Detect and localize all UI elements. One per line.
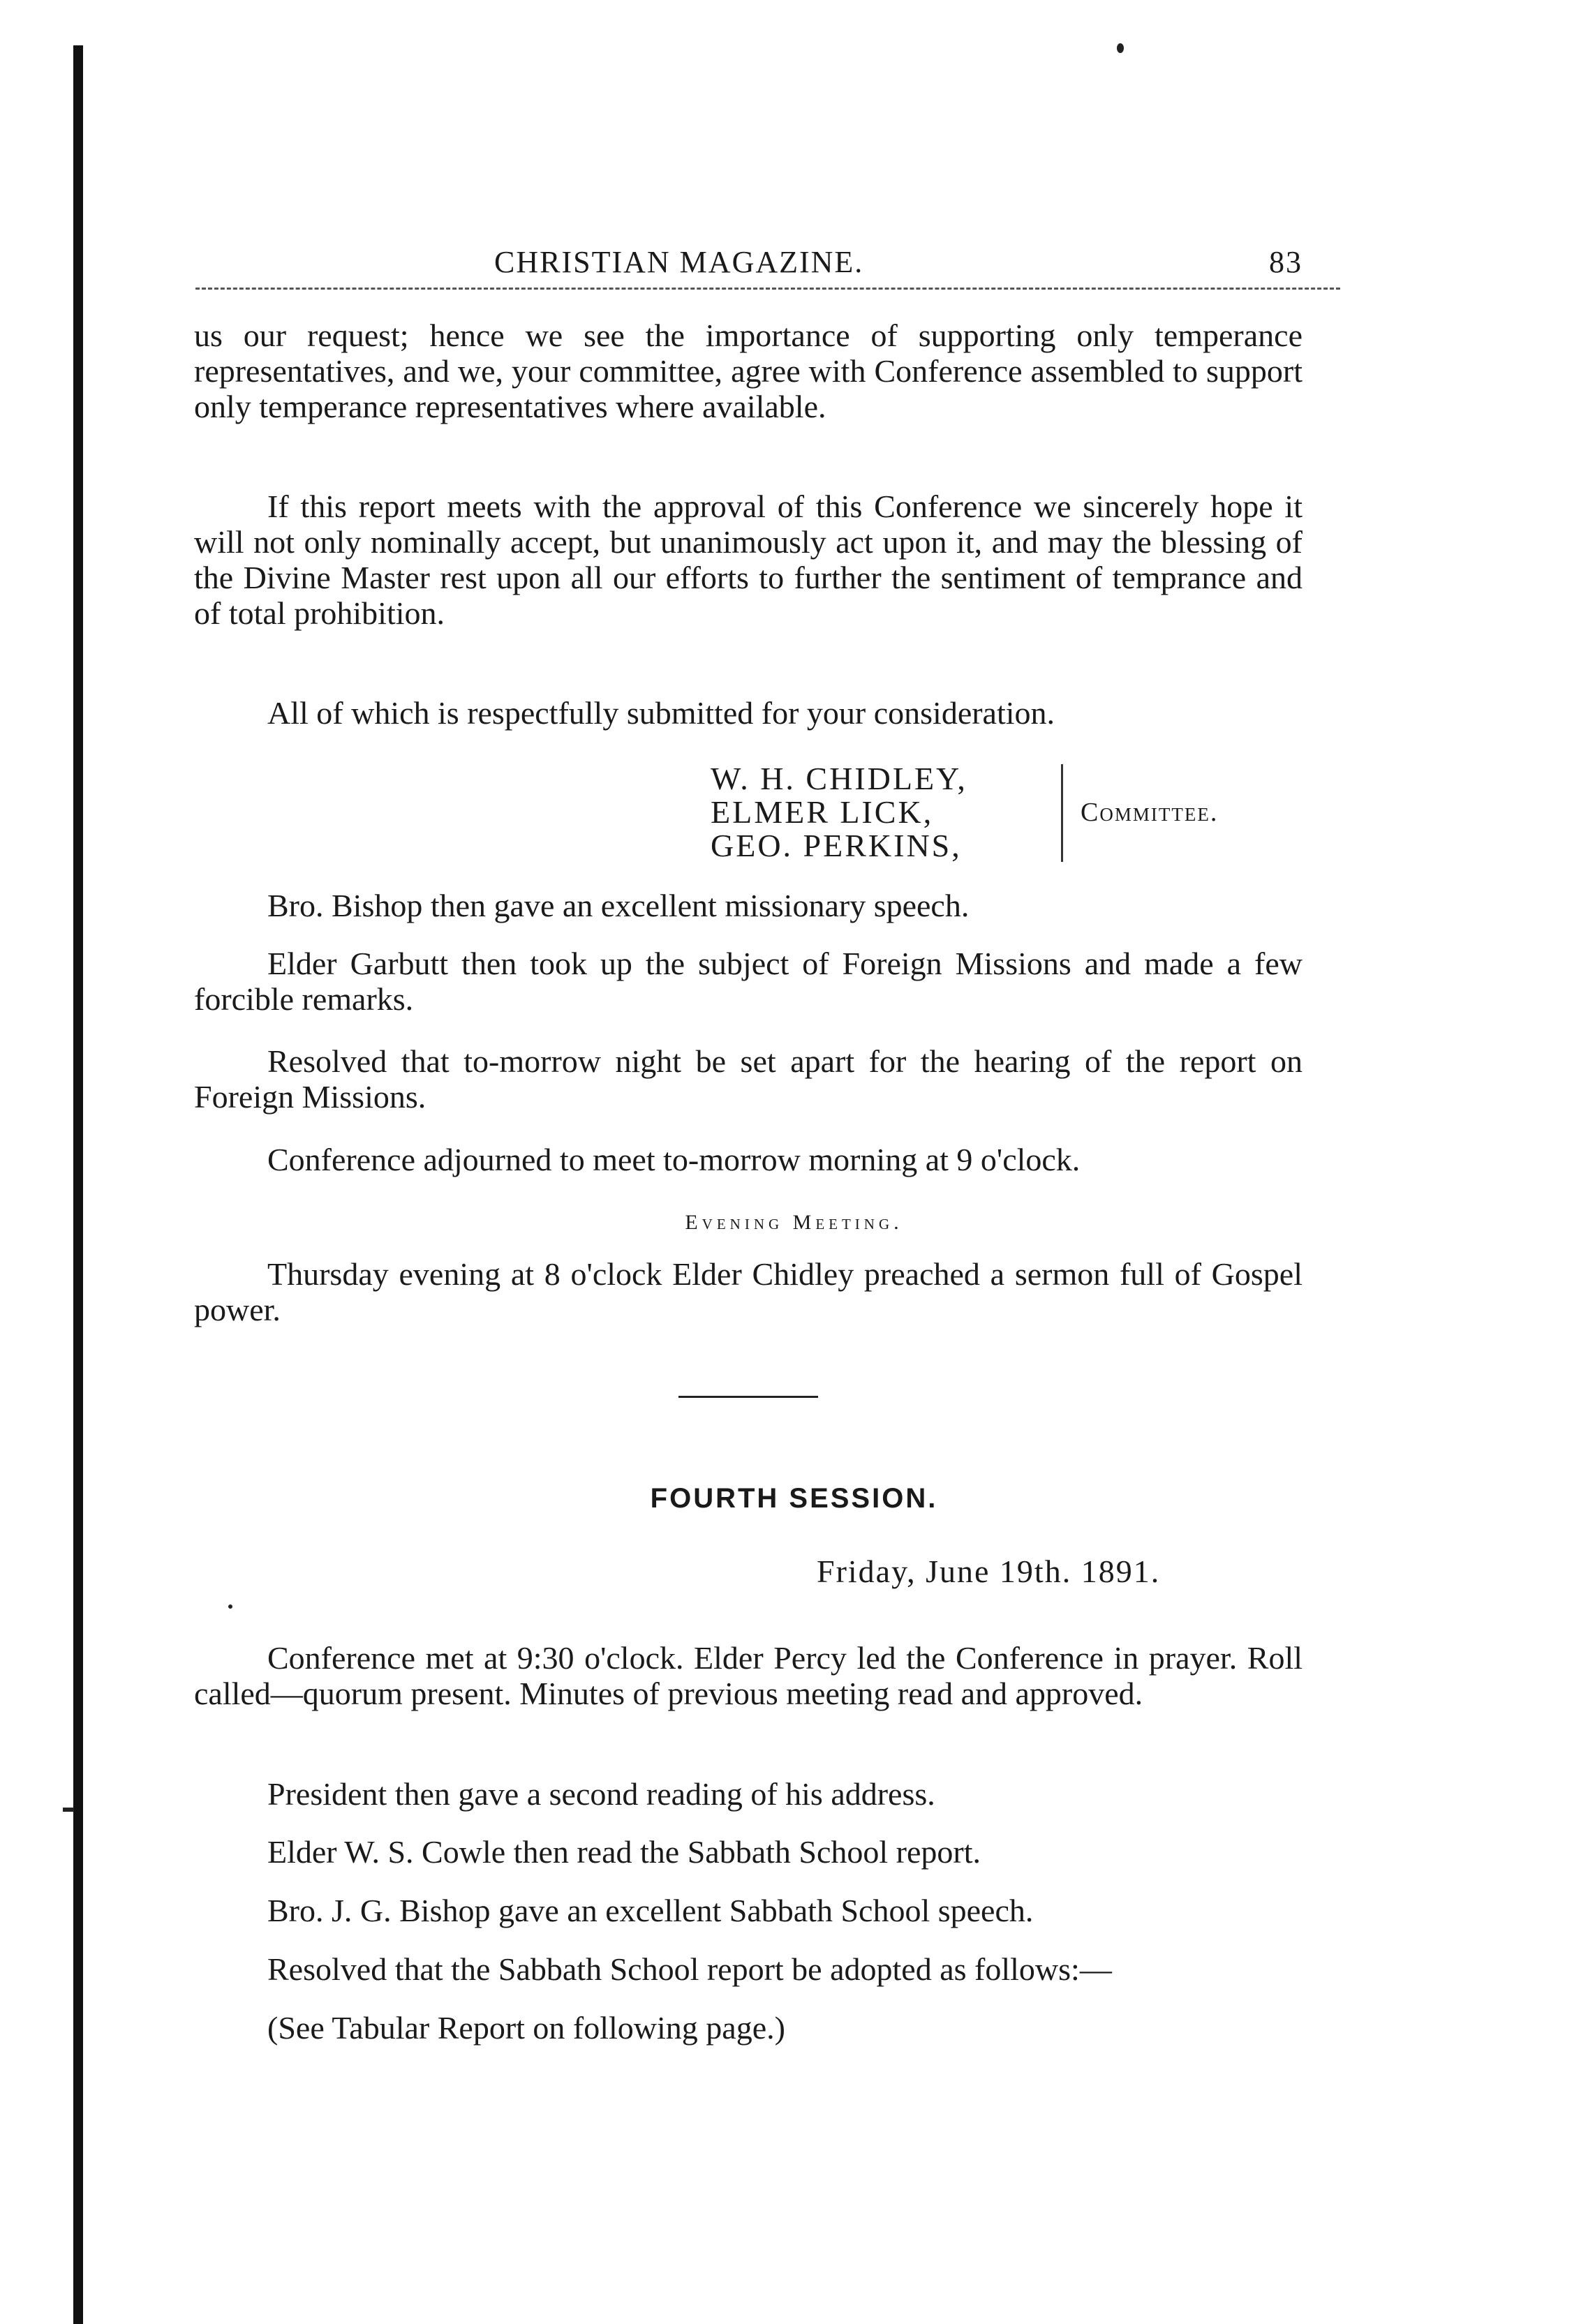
- paragraph-president-address: President then gave a second reading of his address.: [267, 1776, 935, 1812]
- signatory: GEO. PERKINS,: [711, 828, 962, 863]
- paragraph-missionary-speech: Bro. Bishop then gave an excellent missionary speech.: [267, 888, 970, 923]
- paragraph-conference-met: Conference met at 9:30 o'clock. Elder Percy led the Conference in prayer. Roll called—quorum present. Minutes of previous meeting read and approved.: [194, 1640, 1303, 1711]
- page-number: 83: [1269, 245, 1303, 279]
- running-header: [194, 244, 1303, 286]
- paragraph-temperance-representatives: us our request; hence we see the importance of supporting only temperance representatives, and we, your committee, agree with Conference assembled to support only temperance representatives where available.: [194, 318, 1303, 424]
- edge-mark: [63, 1808, 74, 1812]
- paragraph-submitted: All of which is respectfully submitted for your consideration.: [267, 695, 1055, 731]
- signatory: ELMER LICK,: [711, 794, 934, 830]
- magazine-title: CHRISTIAN MAGAZINE.: [494, 245, 864, 279]
- evening-meeting-heading: Evening Meeting.: [685, 1211, 903, 1234]
- ink-speck: [228, 1604, 232, 1609]
- committee-label: Committee.: [1081, 798, 1219, 827]
- section-divider: [678, 1396, 818, 1398]
- paragraph-thursday-evening: Thursday evening at 8 o'clock Elder Chidley preached a sermon full of Gospel power.: [194, 1256, 1303, 1327]
- paragraph-foreign-missions: Elder Garbutt then took up the subject of Foreign Missions and made a few forcible remarks.: [194, 946, 1303, 1017]
- paragraph-sabbath-school-speech: Bro. J. G. Bishop gave an excellent Sabbath School speech.: [267, 1893, 1034, 1928]
- ink-speck: [1117, 43, 1124, 53]
- session-heading: FOURTH SESSION.: [650, 1483, 938, 1514]
- paragraph-see-tabular-report: (See Tabular Report on following page.): [267, 2010, 785, 2046]
- paragraph-sabbath-school-report: Elder W. S. Cowle then read the Sabbath School report.: [267, 1834, 981, 1870]
- dateline: Friday, June 19th. 1891.: [817, 1554, 1161, 1589]
- paragraph-report-approval: If this report meets with the approval of this Conference we sincerely hope it will not only nominally accept, but unanimously act upon it, and may the blessing of the Divine Master rest upon all our efforts to further the sentiment of temprance and of total prohibition.: [194, 489, 1303, 631]
- paragraph-adjourned: Conference adjourned to meet to-morrow morning at 9 o'clock.: [267, 1142, 1081, 1177]
- page-edge-bar: [73, 45, 83, 2324]
- paragraph-resolved-adopted: Resolved that the Sabbath School report be adopted as follows:—: [267, 1951, 1112, 1987]
- header-rule: [195, 288, 1340, 290]
- paragraph-resolved-hearing: Resolved that to-morrow night be set apart for the hearing of the report on Foreign Missions.: [194, 1043, 1303, 1115]
- signature-brace: [1061, 764, 1070, 862]
- signatory: W. H. CHIDLEY,: [711, 761, 967, 796]
